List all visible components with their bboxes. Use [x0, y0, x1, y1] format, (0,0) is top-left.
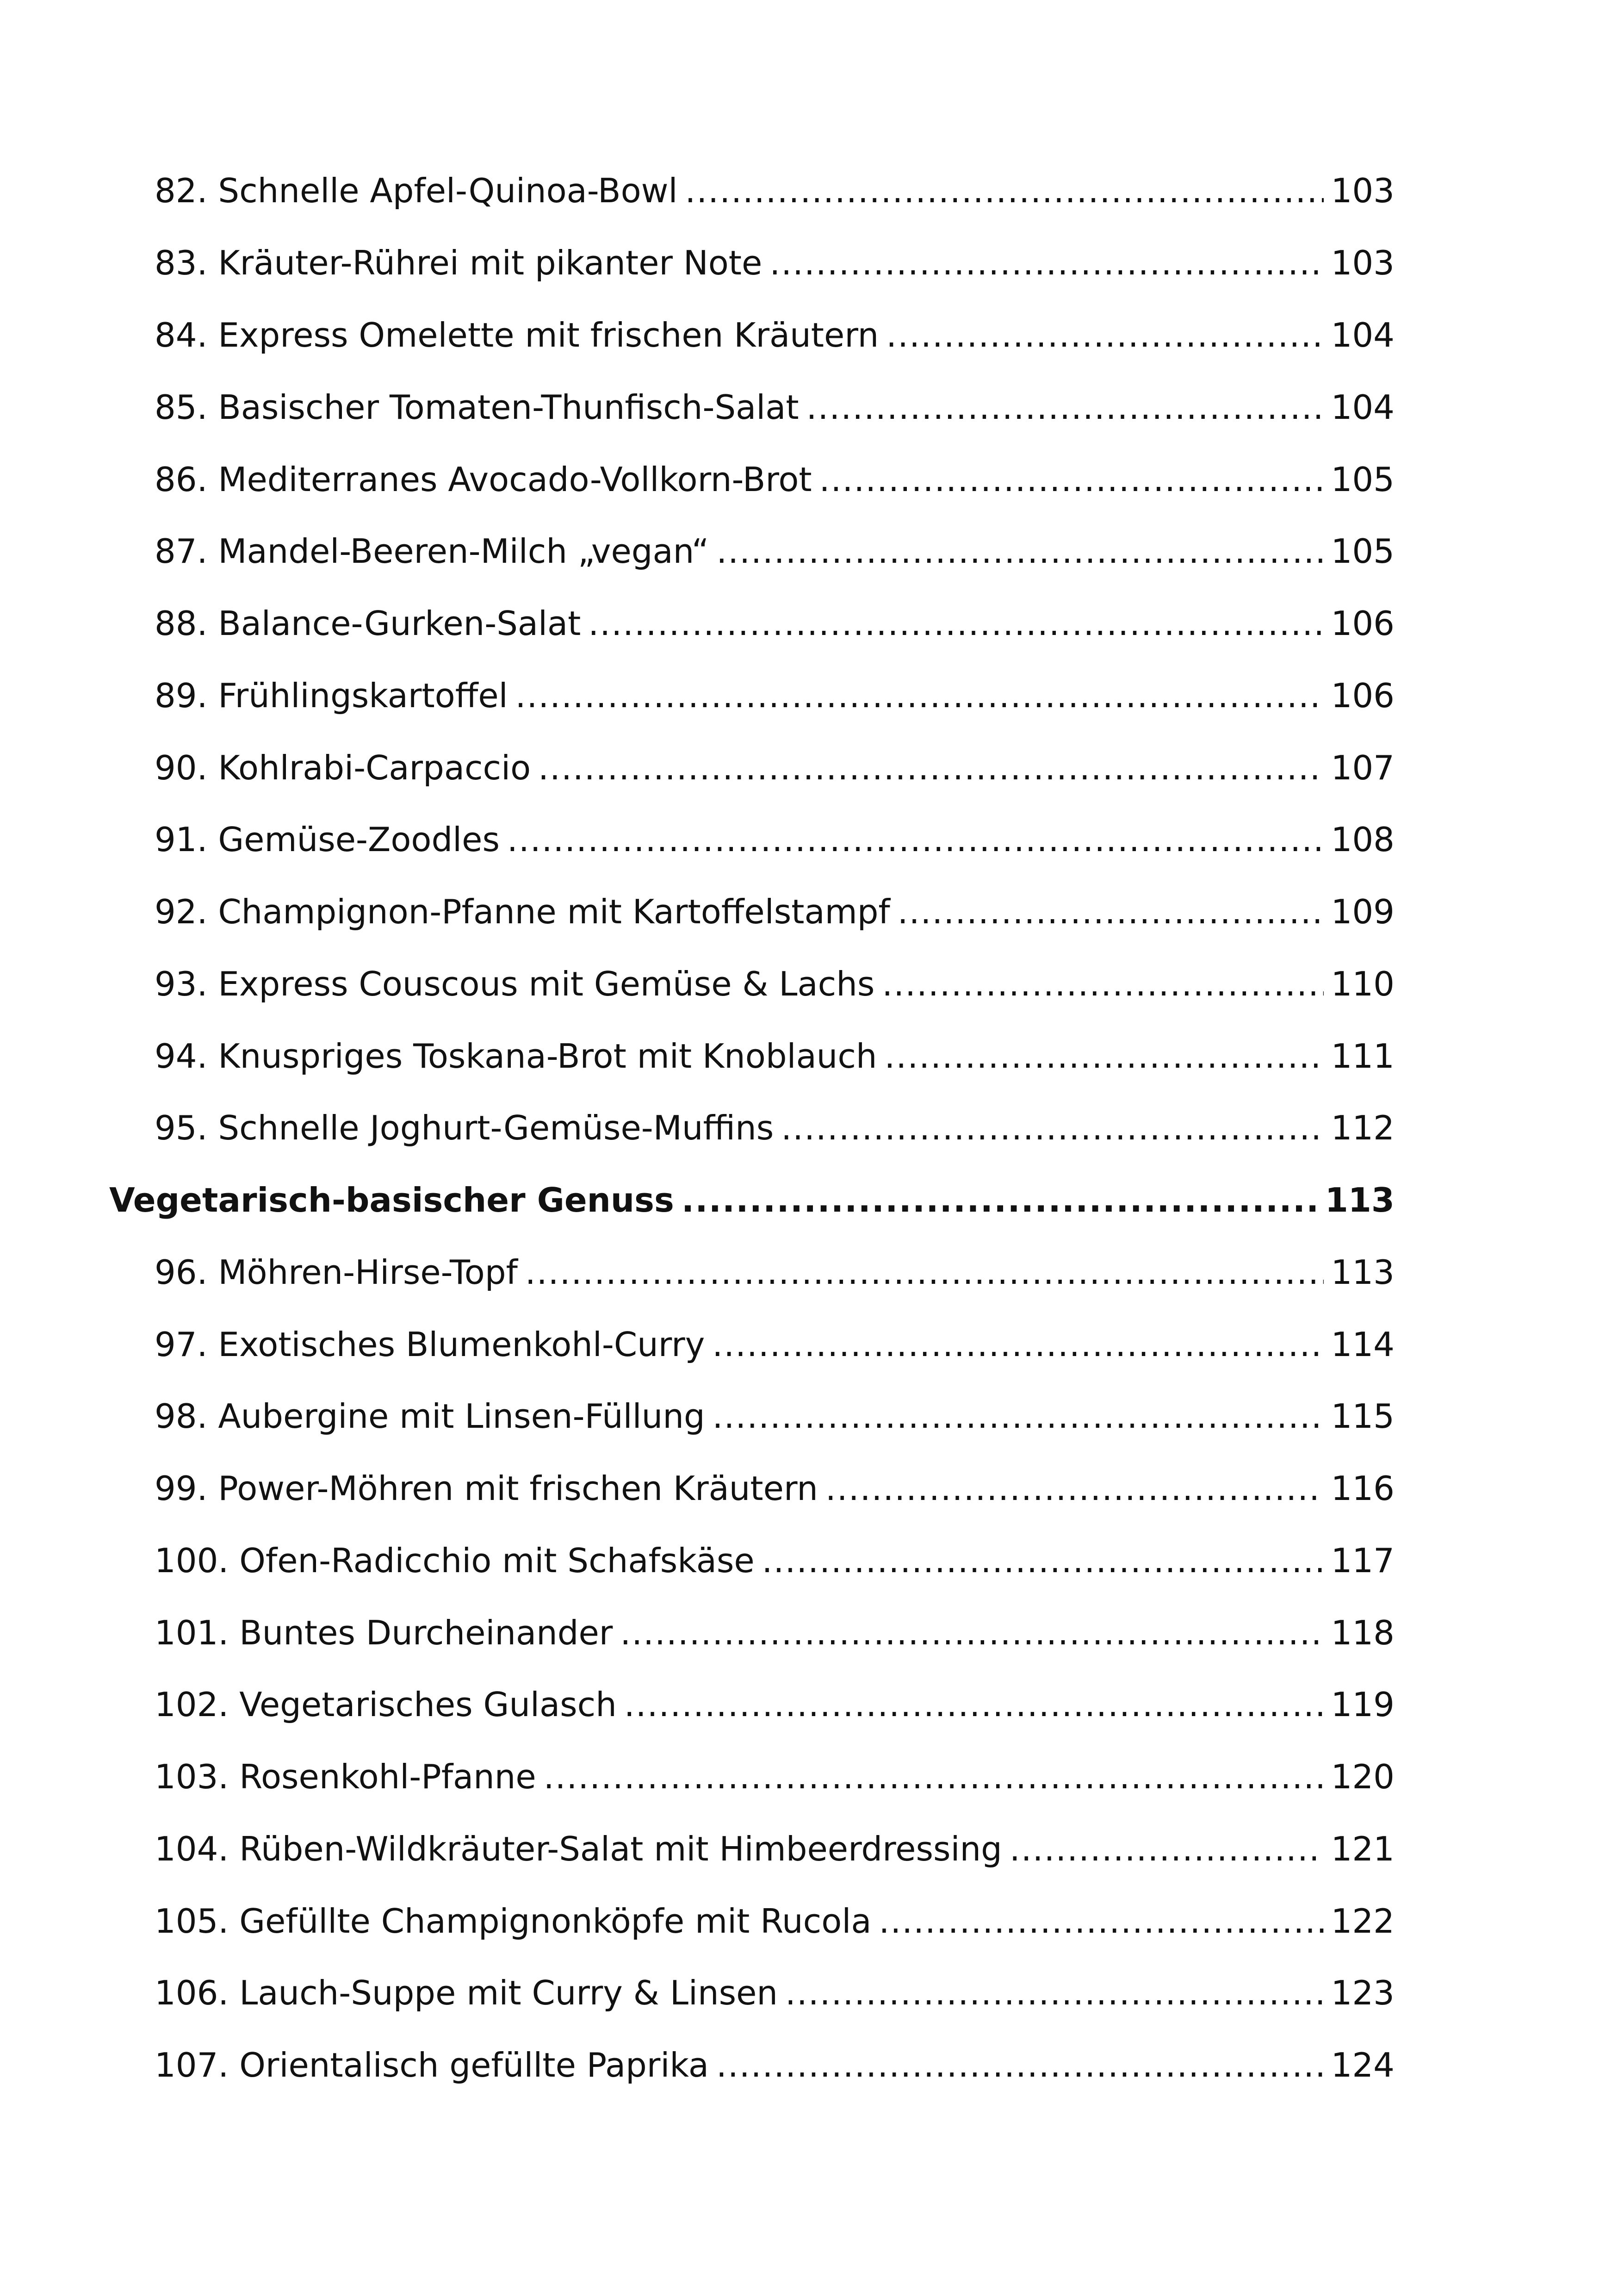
- toc-entry: [155, 380, 1395, 435]
- toc-entry-page: 109: [1331, 892, 1395, 931]
- toc-entry: [155, 1677, 1395, 1732]
- toc-entry: [155, 1461, 1395, 1516]
- dot-leader: [785, 1965, 1324, 2021]
- toc-entry: [155, 1028, 1395, 1084]
- toc-entry-title: 89. Frühlingskartoffel: [155, 676, 508, 715]
- dot-leader: [769, 235, 1323, 291]
- toc-entry-title: 100. Ofen-Radicchio mit Schafskäse: [155, 1541, 755, 1580]
- toc-entry: [155, 596, 1395, 651]
- toc-entry: [155, 307, 1395, 363]
- dot-leader: [885, 1028, 1324, 1084]
- toc-entry-title: 91. Gemüse-Zoodles: [155, 820, 500, 859]
- toc-entry: [155, 523, 1395, 579]
- dot-leader: [538, 740, 1323, 796]
- dot-leader: [886, 307, 1323, 363]
- toc-entry-page: 122: [1331, 1902, 1395, 1941]
- toc-entry-title: 102. Vegetarisches Gulasch: [155, 1685, 617, 1724]
- toc-entry-page: 118: [1331, 1613, 1395, 1652]
- dot-leader: [507, 812, 1324, 867]
- toc-entry-title: 84. Express Omelette mit frischen Kräutern: [155, 316, 879, 355]
- toc-entry-title: 98. Aubergine mit Linsen-Füllung: [155, 1397, 705, 1436]
- toc-entry: [155, 452, 1395, 507]
- toc-entry-title: 90. Kohlrabi-Carpaccio: [155, 748, 531, 787]
- dot-leader: [898, 884, 1324, 940]
- toc-entry-title: 101. Buntes Durcheinander: [155, 1613, 613, 1652]
- toc-entry-page: 103: [1331, 243, 1395, 282]
- toc-entry-page: 108: [1331, 820, 1395, 859]
- toc-entry: [155, 812, 1395, 867]
- dot-leader: [1010, 1821, 1324, 1877]
- toc-entry-title: 85. Basischer Tomaten-Thunfisch-Salat: [155, 388, 799, 427]
- toc-entry: [155, 668, 1395, 723]
- dot-leader: [819, 452, 1324, 507]
- toc-entry: [155, 1605, 1395, 1661]
- dot-leader: [713, 1388, 1324, 1444]
- toc-entry-title: 103. Rosenkohl-Pfanne: [155, 1757, 536, 1796]
- section-heading-title: Vegetarisch-basischer Genuss: [109, 1181, 674, 1220]
- toc-entry-title: 86. Mediterranes Avocado-Vollkorn-Brot: [155, 460, 812, 499]
- toc-entry-title: 94. Knuspriges Toskana-Brot mit Knoblauch: [155, 1037, 877, 1076]
- toc-entry-title: 82. Schnelle Apfel-Quinoa-Bowl: [155, 171, 678, 210]
- toc-entry-title: 107. Orientalisch gefüllte Paprika: [155, 2046, 709, 2084]
- toc-entry-title: 93. Express Couscous mit Gemüse & Lachs: [155, 964, 875, 1003]
- toc-entry: [155, 235, 1395, 291]
- toc-entry-page: 105: [1331, 460, 1395, 499]
- dot-leader: [781, 1100, 1323, 1156]
- toc-entry-page: 120: [1331, 1757, 1395, 1796]
- dot-leader: [716, 2037, 1324, 2093]
- dot-leader: [825, 1461, 1324, 1516]
- toc-entry-page: 113: [1331, 1253, 1395, 1292]
- toc-entry-page: 106: [1331, 676, 1395, 715]
- toc-entry-page: 110: [1331, 964, 1395, 1003]
- toc-entry: [155, 1317, 1395, 1372]
- toc-section-heading: [109, 1172, 1395, 1228]
- dot-leader: [762, 1533, 1324, 1588]
- toc-entry: [155, 740, 1395, 796]
- toc-entry: [155, 1100, 1395, 1156]
- toc-entry: [155, 1749, 1395, 1804]
- dot-leader: [806, 380, 1324, 435]
- toc-entry: [155, 2037, 1395, 2093]
- toc-entry-title: 105. Gefüllte Champignonköpfe mit Rucola: [155, 1902, 872, 1941]
- toc-entry-page: 112: [1331, 1108, 1395, 1147]
- toc-entry-page: 106: [1331, 604, 1395, 643]
- toc-entry-page: 116: [1331, 1469, 1395, 1508]
- toc-entry-title: 96. Möhren-Hirse-Topf: [155, 1253, 518, 1292]
- toc-entry-page: 103: [1331, 171, 1395, 210]
- section-heading-page: 113: [1325, 1181, 1395, 1220]
- dot-leader: [588, 596, 1323, 651]
- toc-entry-page: 104: [1331, 388, 1395, 427]
- toc-entry: [155, 1821, 1395, 1877]
- toc-entry-title: 106. Lauch-Suppe mit Curry & Linsen: [155, 1973, 778, 2012]
- dot-leader: [882, 956, 1323, 1012]
- dot-leader: [620, 1605, 1323, 1661]
- toc-entry-page: 111: [1331, 1037, 1395, 1076]
- toc-entry-title: 87. Mandel-Beeren-Milch „vegan“: [155, 532, 709, 571]
- toc-entry: [155, 163, 1395, 218]
- toc-entry-page: 105: [1331, 532, 1395, 571]
- toc-entry-page: 121: [1331, 1829, 1395, 1868]
- dot-leader: [682, 1172, 1318, 1228]
- toc-entry-title: 95. Schnelle Joghurt-Gemüse-Muffins: [155, 1108, 774, 1147]
- dot-leader: [525, 1244, 1324, 1300]
- toc-entry: [155, 1533, 1395, 1588]
- toc-entry-title: 88. Balance-Gurken-Salat: [155, 604, 581, 643]
- toc-entry: [155, 1388, 1395, 1444]
- toc-entry: [155, 1893, 1395, 1949]
- toc-entry-page: 115: [1331, 1397, 1395, 1436]
- toc-entry-title: 104. Rüben-Wildkräuter-Salat mit Himbeerdressing: [155, 1829, 1002, 1868]
- toc-entry: [155, 956, 1395, 1012]
- toc-entry-title: 99. Power-Möhren mit frischen Kräutern: [155, 1469, 818, 1508]
- toc-entry-page: 124: [1331, 2046, 1395, 2084]
- toc-entry-title: 83. Kräuter-Rührei mit pikanter Note: [155, 243, 763, 282]
- toc-entry-page: 123: [1331, 1973, 1395, 2012]
- toc-entry-title: 92. Champignon-Pfanne mit Kartoffelstampf: [155, 892, 890, 931]
- toc-entry: [155, 1965, 1395, 2021]
- toc-entry-page: 104: [1331, 316, 1395, 355]
- dot-leader: [515, 668, 1324, 723]
- toc-entry-page: 107: [1331, 748, 1395, 787]
- dot-leader: [624, 1677, 1324, 1732]
- toc-entry-page: 117: [1331, 1541, 1395, 1580]
- toc-entry: [155, 1244, 1395, 1300]
- toc-entry: [155, 884, 1395, 940]
- dot-leader: [544, 1749, 1324, 1804]
- dot-leader: [716, 523, 1323, 579]
- dot-leader: [879, 1893, 1323, 1949]
- dot-leader: [685, 163, 1324, 218]
- toc-entry-title: 97. Exotisches Blumenkohl-Curry: [155, 1325, 705, 1364]
- toc-entry-page: 119: [1331, 1685, 1395, 1724]
- dot-leader: [712, 1317, 1323, 1372]
- toc-entry-page: 114: [1331, 1325, 1395, 1364]
